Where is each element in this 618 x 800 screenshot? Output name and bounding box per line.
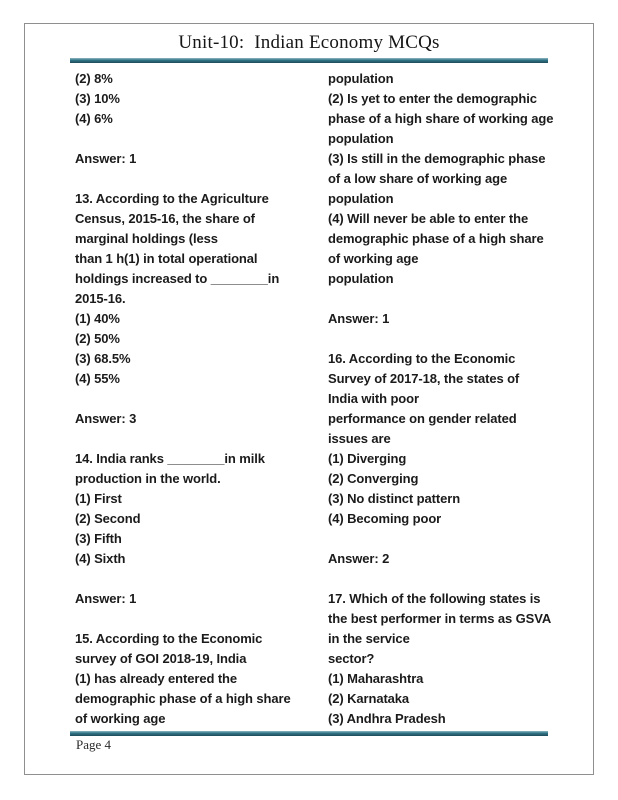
text-line: Answer: 3 bbox=[75, 411, 137, 426]
page-number-label: Page 4 bbox=[76, 737, 112, 752]
blank-line bbox=[75, 609, 328, 629]
text-line: marginal holdings (less bbox=[75, 231, 218, 246]
text-line: demographic phase of a high share bbox=[75, 691, 291, 706]
text-line: Answer: 1 bbox=[328, 311, 390, 326]
text-line: Answer: 1 bbox=[75, 591, 137, 606]
text-line: Answer: 2 bbox=[328, 551, 390, 566]
title-divider-rule bbox=[70, 58, 548, 63]
text-line: survey of GOI 2018-19, India bbox=[75, 651, 247, 666]
text-line: (3) Andhra Pradesh bbox=[328, 711, 446, 726]
blank-line bbox=[75, 389, 328, 409]
blank-line bbox=[328, 329, 575, 349]
blank-line bbox=[75, 129, 328, 149]
text-line: production in the world. bbox=[75, 471, 221, 486]
text-line: (4) Sixth bbox=[75, 551, 126, 566]
text-line: performance on gender related bbox=[328, 411, 517, 426]
text-line: (2) 50% bbox=[75, 331, 120, 346]
text-line: (2) Is yet to enter the demographic bbox=[328, 91, 537, 106]
blank-line bbox=[75, 169, 328, 189]
text-line: (4) 6% bbox=[75, 111, 113, 126]
text-line: sector? bbox=[328, 651, 375, 666]
footer-divider-rule bbox=[70, 731, 548, 736]
text-line: of working age bbox=[328, 251, 419, 266]
blank-line bbox=[328, 569, 575, 589]
text-line: (4) Becoming poor bbox=[328, 511, 442, 526]
blank-line bbox=[328, 289, 575, 309]
right-column bbox=[328, 69, 575, 729]
text-line: (2) Second bbox=[75, 511, 141, 526]
text-line: Answer: 1 bbox=[75, 151, 137, 166]
text-line: (3) 10% bbox=[75, 91, 120, 106]
text-line: (1) 40% bbox=[75, 311, 120, 326]
text-line: Census, 2015-16, the share of bbox=[75, 211, 255, 226]
blank-line bbox=[75, 429, 328, 449]
text-line: (3) No distinct pattern bbox=[328, 491, 461, 506]
text-line: (4) Will never be able to enter the bbox=[328, 211, 529, 226]
blank-line bbox=[328, 529, 575, 549]
text-line: 15. According to the Economic bbox=[75, 631, 263, 646]
text-line: India with poor bbox=[328, 391, 419, 406]
blank-line bbox=[75, 569, 328, 589]
text-line: the best performer in terms as GSVA bbox=[328, 611, 552, 626]
text-line: 16. According to the Economic bbox=[328, 351, 516, 366]
text-line: population bbox=[328, 271, 394, 286]
text-line: (3) Fifth bbox=[75, 531, 122, 546]
text-line: demographic phase of a high share bbox=[328, 231, 544, 246]
text-line: population bbox=[328, 191, 394, 206]
text-line: (2) 8% bbox=[75, 71, 113, 86]
document-page bbox=[24, 23, 594, 775]
text-line: 17. Which of the following states is bbox=[328, 591, 541, 606]
text-line: holdings increased to ________in bbox=[75, 271, 280, 286]
text-line: in the service bbox=[328, 631, 410, 646]
text-line: issues are bbox=[328, 431, 391, 446]
text-line: 13. According to the Agriculture bbox=[75, 191, 269, 206]
text-line: than 1 h(1) in total operational bbox=[75, 251, 258, 266]
text-line: (3) 68.5% bbox=[75, 351, 131, 366]
text-line: population bbox=[328, 71, 394, 86]
content-columns bbox=[75, 69, 575, 729]
text-line: (1) Diverging bbox=[328, 451, 407, 466]
text-line: phase of a high share of working age bbox=[328, 111, 554, 126]
text-line: (2) Karnataka bbox=[328, 691, 410, 706]
text-line: (1) First bbox=[75, 491, 122, 506]
text-line: 2015-16. bbox=[75, 291, 126, 306]
text-line: Survey of 2017-18, the states of bbox=[328, 371, 520, 386]
text-line: (4) 55% bbox=[75, 371, 120, 386]
text-line: population bbox=[328, 131, 394, 146]
text-line: (1) Maharashtra bbox=[328, 671, 424, 686]
text-line: (2) Converging bbox=[328, 471, 419, 486]
text-line: (3) Is still in the demographic phase bbox=[328, 151, 546, 166]
text-line: of working age bbox=[75, 711, 166, 726]
text-line: of a low share of working age bbox=[328, 171, 508, 186]
left-column bbox=[75, 69, 328, 729]
text-line: 14. India ranks ________in milk bbox=[75, 451, 265, 466]
page-title: Unit-10: Indian Economy MCQs bbox=[178, 32, 440, 53]
text-line: (1) has already entered the bbox=[75, 671, 238, 686]
